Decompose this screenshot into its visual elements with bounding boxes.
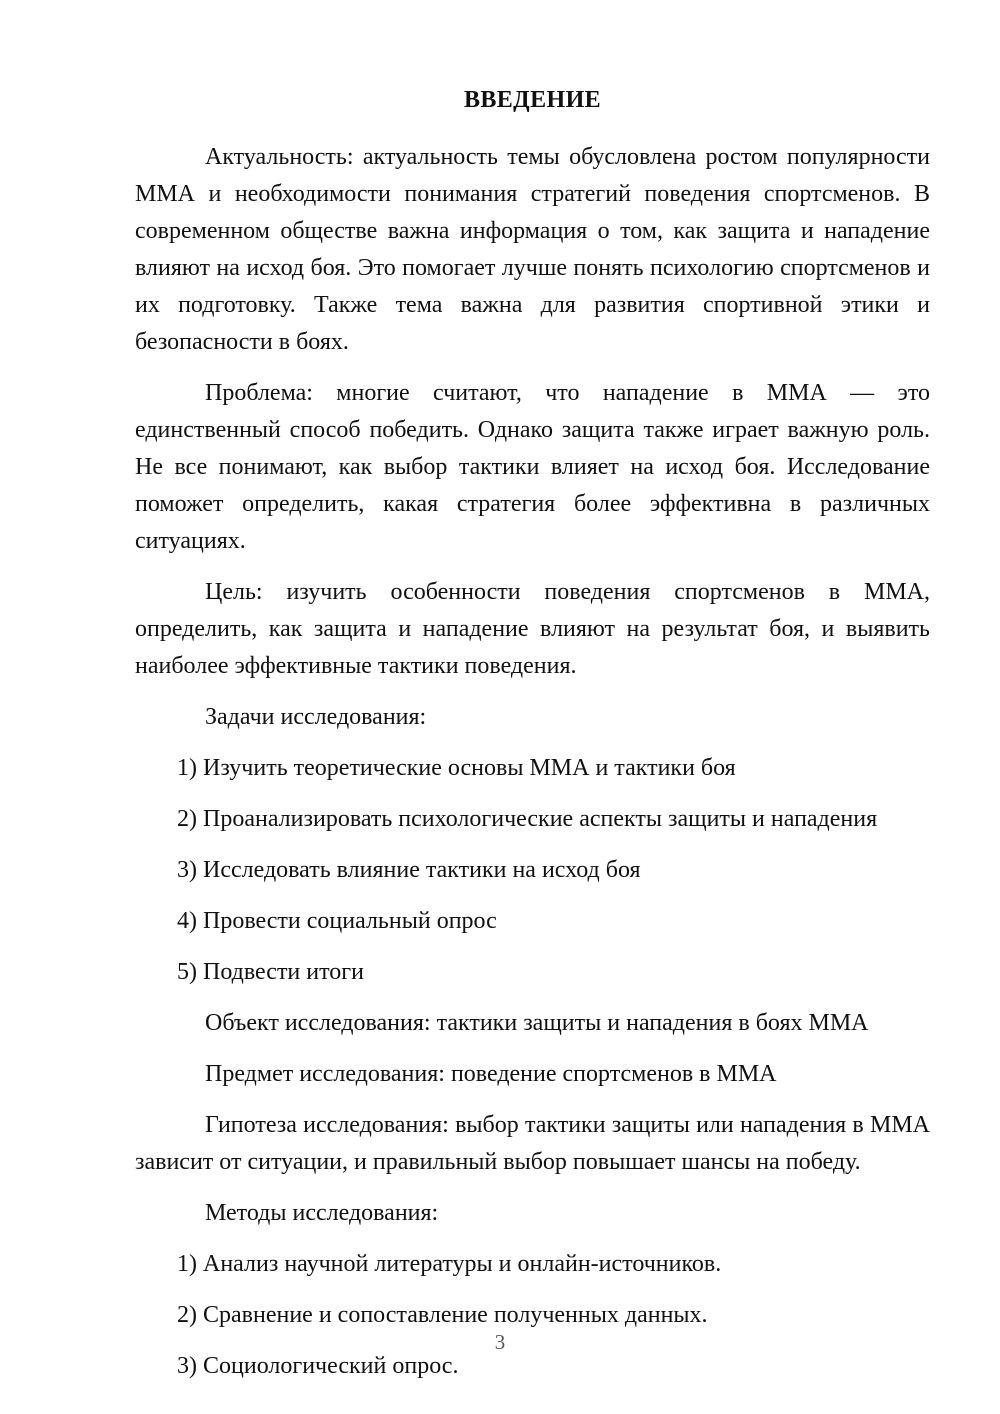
research-object-line: Объект исследования: тактики защиты и нападения в боях ММА [205,1009,869,1036]
paragraph-problem: Проблема: многие считают, что нападение в ММА — это единственный способ победить. Однако защита также играет важную роль. Не все понимают, как выбор тактики влияет на исход боя. Исследование поможет определить, какая стратегия более эффективна в различных ситуациях. [135,379,930,554]
methods-label: Методы исследования: [205,1199,439,1226]
task-item-3: 3) Исследовать влияние тактики на исход боя [177,856,641,883]
paragraph-goal: Цель: изучить особенности поведения спортсменов в ММА, определить, как защита и нападение влияют на результат боя, и выявить наиболее эффективные тактики поведения. [135,578,930,679]
task-item-1: 1) Изучить теоретические основы ММА и тактики боя [177,754,736,781]
method-item-2: 2) Сравнение и сопоставление полученных данных. [177,1301,708,1328]
task-item-2: 2) Проанализировать психологические аспекты защиты и нападения [177,805,878,832]
page-number: 3 [494,1330,506,1354]
page-content [135,86,930,1399]
tasks-label: Задачи исследования: [205,703,427,730]
method-item-1: 1) Анализ научной литературы и онлайн-источников. [177,1250,722,1277]
research-subject-line: Предмет исследования: поведение спортсменов в ММА [205,1060,777,1087]
task-item-4: 4) Провести социальный опрос [177,907,497,934]
task-item-5: 5) Подвести итоги [177,958,364,985]
page-title: ВВЕДЕНИЕ [463,87,602,113]
research-hypothesis: Гипотеза исследования: выбор тактики защиты или нападения в ММА зависит от ситуации, и правильный выбор повышает шансы на победу. [135,1111,930,1175]
method-item-3: 3) Социологический опрос. [177,1352,459,1379]
paragraph-relevance: Актуальность: актуальность темы обусловлена ростом популярности ММА и необходимости понимания стратегий поведения спортсменов. В современном обществе важна информация о том, как защита и нападение влияют на исход боя. Это помогает лучше понять психологию спортсменов и их подготовку. Также тема важна для развития спортивной этики и безопасности в боях. [135,143,930,355]
